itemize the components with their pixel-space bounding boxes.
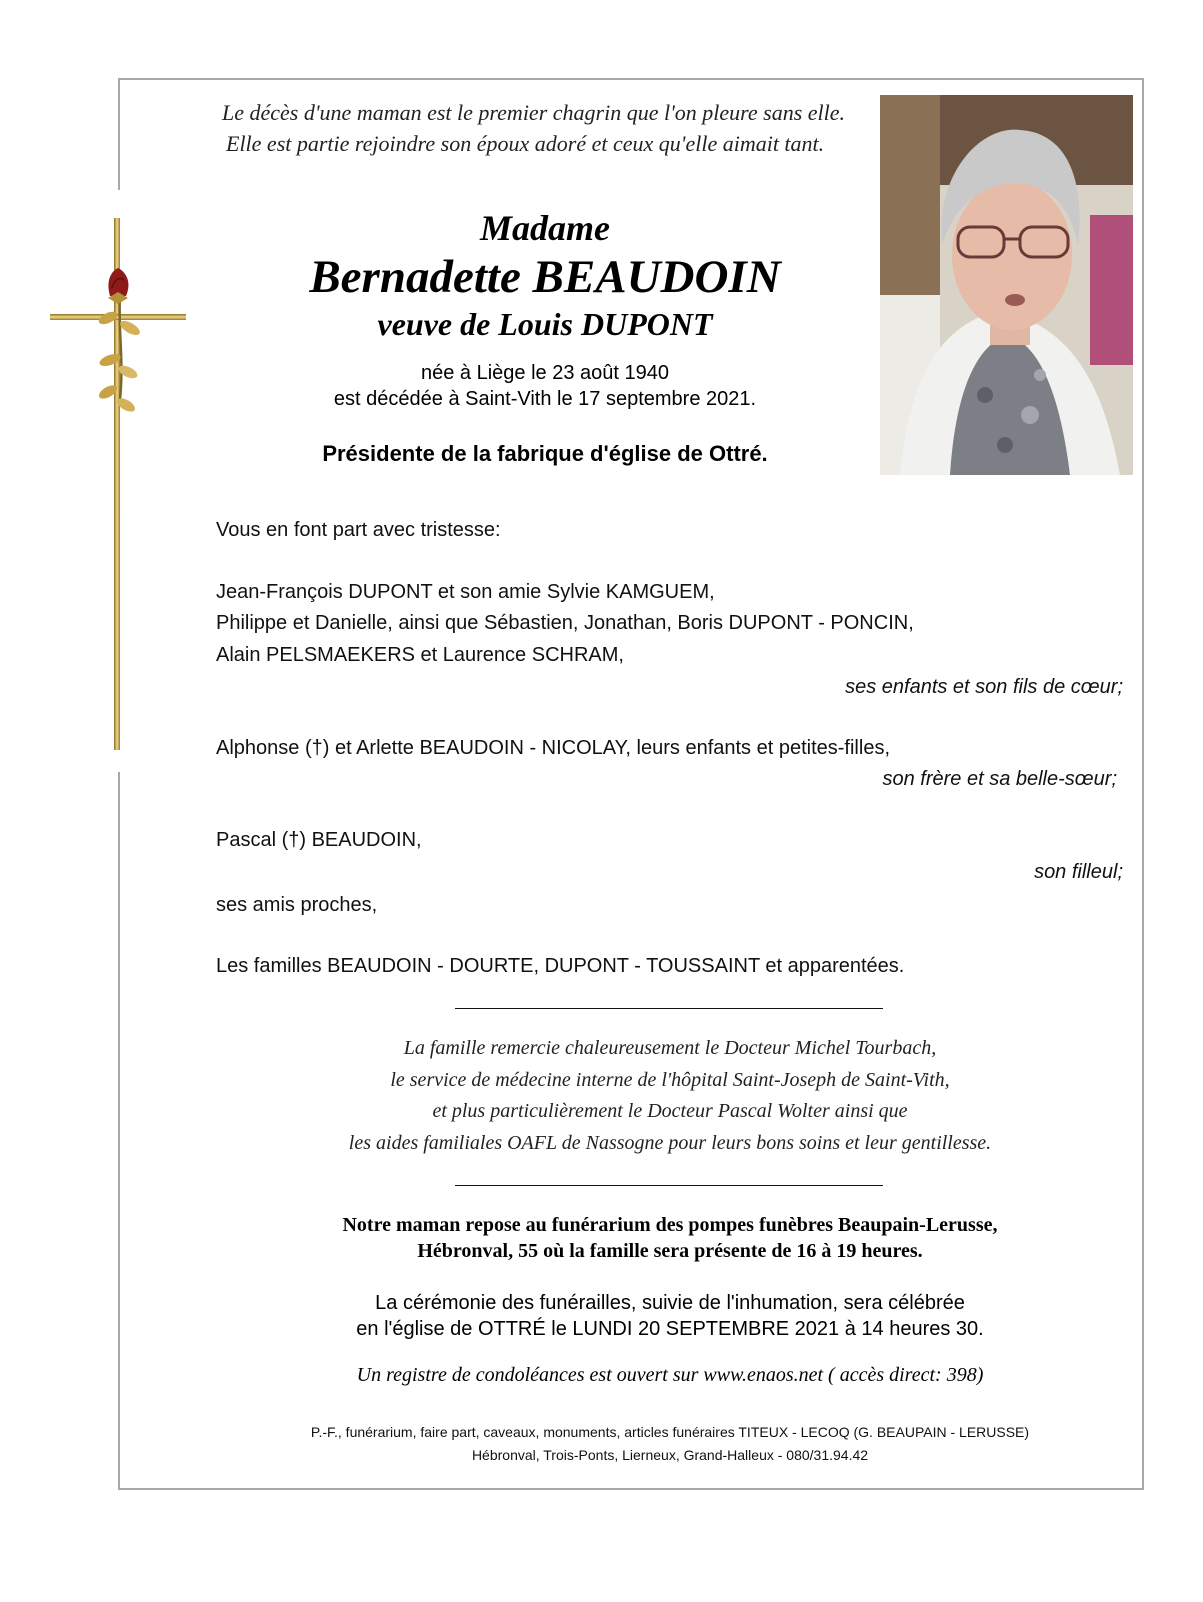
- brother-line: Alphonse (†) et Arlette BEAUDOIN - NICOLAY, leurs enfants et petites-filles,: [216, 737, 890, 759]
- ceremony-line-2: en l'église de OTTRÉ le LUNDI 20 SEPTEMBRE 2021 à 14 heures 30.: [356, 1318, 984, 1340]
- thanks-line-1: La famille remercie chaleureusement le Docteur Michel Tourbach,: [403, 1037, 937, 1059]
- children-line-3: Alain PELSMAEKERS et Laurence SCHRAM,: [216, 644, 624, 666]
- salutation: Madame: [480, 208, 610, 248]
- brother-relation: son frère et sa belle-sœur;: [882, 768, 1117, 790]
- godson-line: Pascal (†) BEAUDOIN,: [216, 829, 422, 851]
- children-line-2: Philippe et Danielle, ainsi que Sébastien, Jonathan, Boris DUPONT - PONCIN,: [216, 612, 914, 634]
- widow-of: veuve de Louis DUPONT: [377, 306, 713, 342]
- registre-line: Un registre de condoléances est ouvert sur www.enaos.net ( accès direct: 398): [356, 1364, 984, 1386]
- footer-line-1: P.-F., funérarium, faire part, caveaux, monuments, articles funéraires TITEUX - LECOQ (G. BEAUPAIN - LERUSSE): [310, 1424, 1030, 1440]
- friends-line: ses amis proches,: [216, 894, 378, 916]
- children-relation: ses enfants et son fils de cœur;: [845, 676, 1123, 698]
- role: Présidente de la fabrique d'église de Ottré.: [322, 441, 768, 466]
- cross-with-rose-icon: [40, 200, 200, 760]
- portrait-photo: [880, 95, 1133, 475]
- divider-2: [455, 1185, 883, 1186]
- ceremony-line-1: La cérémonie des funérailles, suivie de l'inhumation, sera célébrée: [375, 1292, 965, 1314]
- death-info: est décédée à Saint-Vith le 17 septembre 2021.: [333, 388, 757, 410]
- families-line: Les familles BEAUDOIN - DOURTE, DUPONT - TOUSSAINT et apparentées.: [216, 955, 905, 977]
- deceased-name: Bernadette BEAUDOIN: [309, 251, 781, 303]
- thanks-line-4: les aides familiales OAFL de Nassogne pour leurs bons soins et leur gentillesse.: [348, 1132, 992, 1154]
- announcement-intro: Vous en font part avec tristesse:: [216, 519, 501, 541]
- quote-line-2: Elle est partie rejoindre son époux adoré et ceux qu'elle aimait tant.: [226, 131, 825, 156]
- thanks-line-3: et plus particulièrement le Docteur Pascal Wolter ainsi que: [432, 1100, 908, 1122]
- footer-line-2: Hébronval, Trois-Ponts, Lierneux, Grand-Halleux - 080/31.94.42: [471, 1447, 869, 1463]
- thanks-line-2: le service de médecine interne de l'hôpital Saint-Joseph de Saint-Vith,: [390, 1069, 950, 1091]
- repose-line-1: Notre maman repose au funérarium des pompes funèbres Beaupain-Lerusse,: [342, 1214, 998, 1236]
- quote-line-1: Le décès d'une maman est le premier chagrin que l'on pleure sans elle.: [222, 100, 846, 125]
- godson-relation: son filleul;: [1034, 861, 1123, 883]
- children-line-1: Jean-François DUPONT et son amie Sylvie KAMGUEM,: [216, 581, 715, 603]
- repose-line-2: Hébronval, 55 où la famille sera présente de 16 à 19 heures.: [417, 1240, 923, 1262]
- birth-info: née à Liège le 23 août 1940: [421, 362, 669, 384]
- divider-1: [455, 1008, 883, 1009]
